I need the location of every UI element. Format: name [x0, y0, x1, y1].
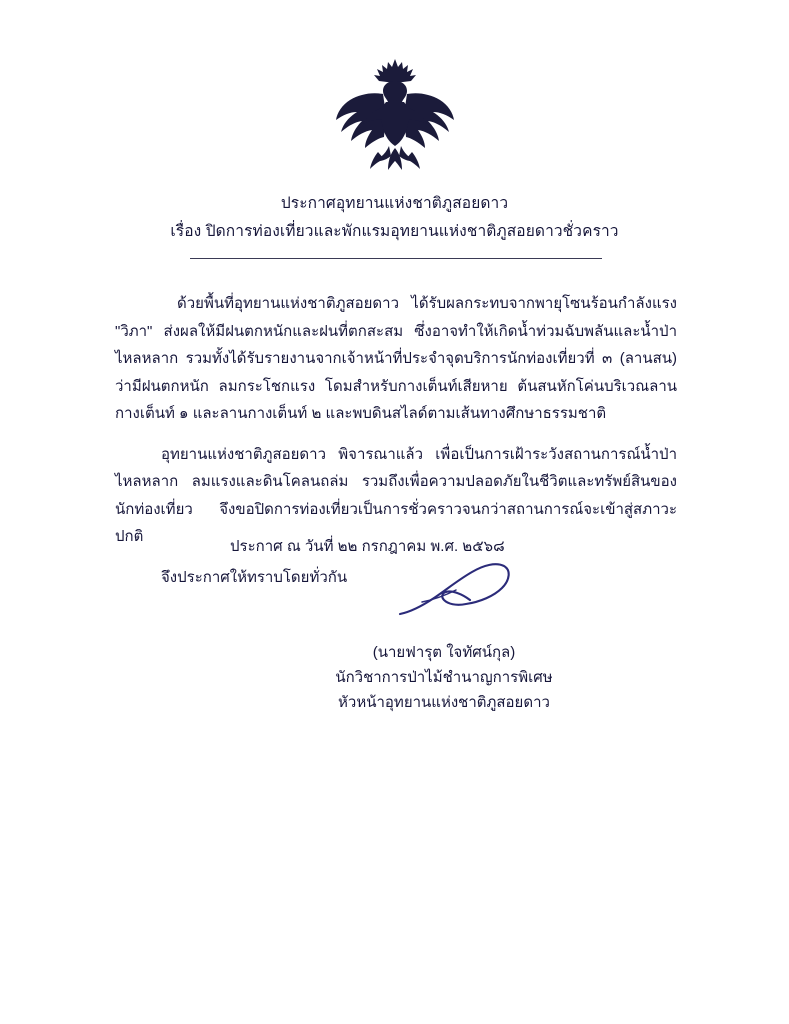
announcement-date: ประกาศ ณ วันที่ ๒๒ กรกฎาคม พ.ศ. ๒๕๖๘	[230, 538, 505, 555]
paragraph-1: ด้วยพื้นที่อุทยานแห่งชาติภูสอยดาว ได้รับผลกระทบจากพายุโซนร้อนกำลังแรง "วิภา" ส่งผลให้มีฝนตกหนักและฝนที่ตกสะสม ซึ่งอาจทำให้เกิดน้ำท่วมฉับพลันและน้ำป่าไหลหลาก รวมทั้งได้รับรายงานจากเจ้าหน้าที่ประจำจุดบริการนักท่องเที่ยวที่ ๓ (ลานสน) ว่ามีฝนตกหนัก ลมกระโชกแรง โดมสำหรับกางเต็นท์เสียหาย ต้นสนหักโค่นบริเวณลานกางเต็นท์ ๑ และลานกางเต็นท์ ๒ และพบดินสไลด์ตามเส้นทางศึกษาธรรมชาติ	[115, 295, 677, 422]
header-divider	[190, 258, 602, 259]
paragraph-2: อุทยานแห่งชาติภูสอยดาว พิจารณาแล้ว เพื่อเป็นการเฝ้าระวังสถานการณ์น้ำป่าไหลหลาก ลมแรงและดินโคลนถล่ม รวมถึงเพื่อความปลอดภัยในชีวิตและทรัพย์สินของนักท่องเที่ยว จึงขอปิดการท่องเที่ยวเป็นการชั่วคราวจนกว่าสถานการณ์จะเข้าสู่สภาวะปกติ	[115, 445, 677, 545]
signer-name: (นายฟารุต ใจทัศน์กุล)	[372, 644, 516, 661]
garuda-emblem	[334, 56, 456, 174]
signer-title: หัวหน้าอุทยานแห่งชาติภูสอยดาว	[338, 694, 550, 711]
signature-mark	[392, 556, 582, 636]
heading-line-1: ประกาศอุทยานแห่งชาติภูสอยดาว	[280, 195, 509, 212]
heading-line-2: เรื่อง ปิดการท่องเที่ยวและพักแรมอุทยานแห่งชาติภูสอยดาวชั่วคราว	[170, 223, 619, 240]
signer-position: นักวิชาการป่าไม้ชำนาญการพิเศษ	[335, 669, 553, 686]
paragraph-3: จึงประกาศให้ทราบโดยทั่วกัน	[161, 568, 348, 586]
signer-block	[289, 640, 599, 715]
emblem-container	[0, 56, 789, 174]
document-heading	[0, 190, 789, 246]
